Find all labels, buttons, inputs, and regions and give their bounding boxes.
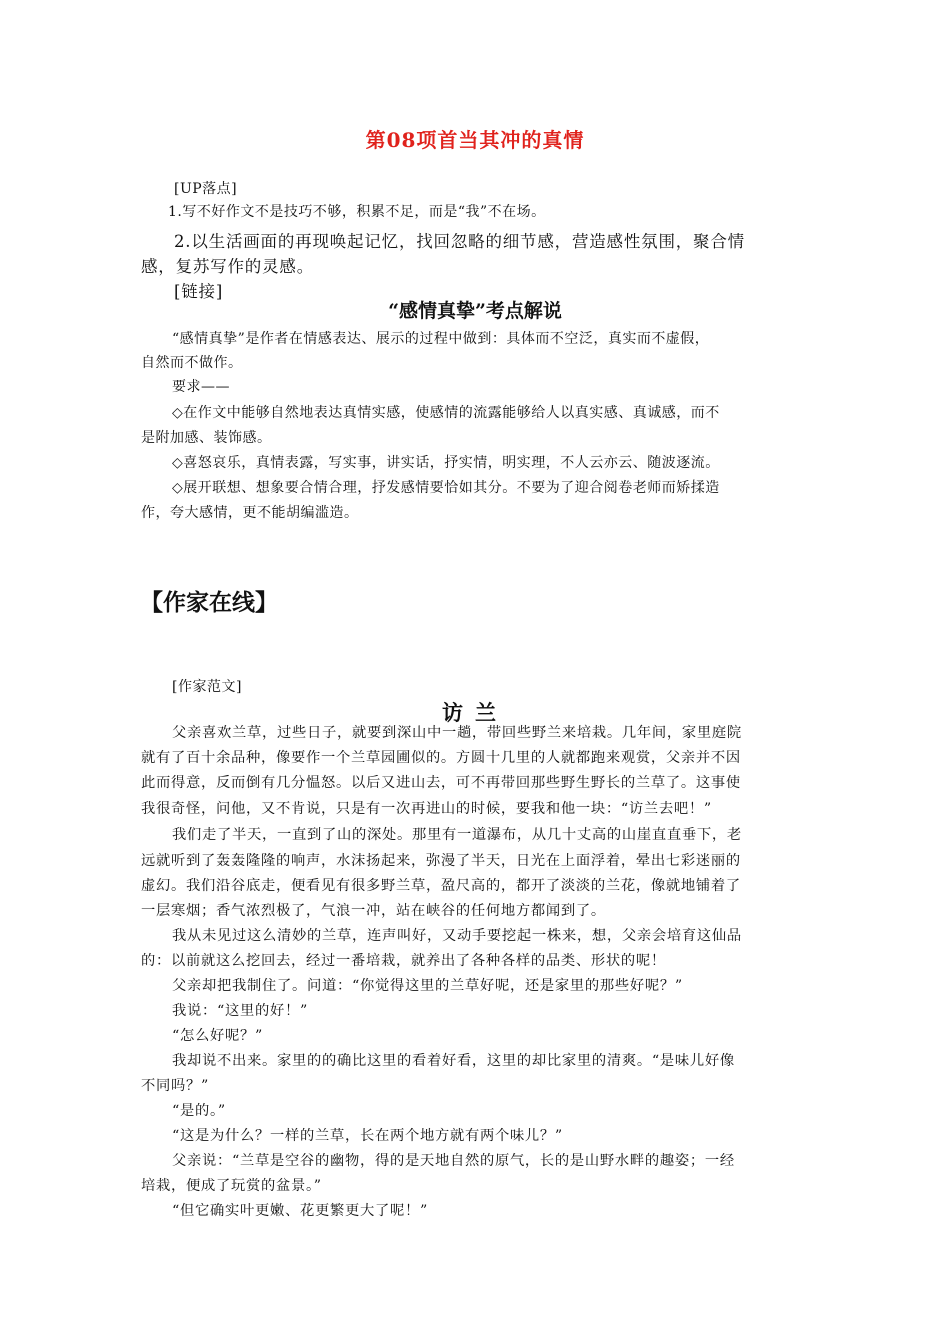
definition-line-1: “感情真挚”是作者在情感表达、展示的过程中做到：具体而不空泛，真实而不虚假， bbox=[172, 331, 710, 347]
document-title: 第08项首当其冲的真情 bbox=[365, 128, 585, 152]
requirement-2: ◇喜怒哀乐，真情表露，写实事，讲实话，抒实情，明实理，不人云亦云、随波逐流。 bbox=[172, 455, 720, 471]
section-heading: “感情真挚”考点解说 bbox=[388, 300, 562, 322]
essay-line: 我说：“这里的好！” bbox=[172, 1003, 308, 1019]
essay-line: 父亲却把我制住了。问道：“你觉得这里的兰草好呢，还是家里的那些好呢？” bbox=[172, 978, 683, 994]
up-point-2-line-2: 感，复苏写作的灵感。 bbox=[141, 257, 314, 276]
essay-line: “但它确实叶更嫩、花更繁更大了呢！” bbox=[172, 1203, 428, 1219]
requirement-3-line-2: 作，夸大感情，更不能胡编滥造。 bbox=[141, 505, 359, 521]
definition-line-2: 自然而不做作。 bbox=[141, 355, 243, 371]
up-point-2-line-1: 2.以生活画面的再现唤起记忆，找回忽略的细节感，营造感性氛围，聚合情 bbox=[174, 232, 745, 251]
essay-line: 就有了百十余品种，像要作一个兰草园圃似的。方圆十几里的人就都跑来观赏，父亲并不因 bbox=[141, 750, 741, 766]
writer-online-section: 【作家在线】 bbox=[140, 590, 278, 616]
link-label: [链接] bbox=[174, 282, 224, 301]
essay-line: 我很奇怪，问他，又不肯说，只是有一次再进山的时候，要我和他一块：“访兰去吧！” bbox=[141, 801, 712, 817]
essay-line: 远就听到了轰轰隆隆的响声，水沫扬起来，弥漫了半天，日光在上面浮着，晕出七彩迷丽的 bbox=[141, 853, 741, 869]
essay-label: [作家范文] bbox=[172, 679, 242, 695]
essay-line: 我却说不出来。家里的的确比这里的看着好看，这里的却比家里的清爽。“是味儿好像 bbox=[172, 1053, 735, 1069]
essay-line: 一层寒烟；香气浓烈极了，气浪一冲，站在峡谷的任何地方都闻到了。 bbox=[141, 903, 606, 919]
requirement-1-line-1: ◇在作文中能够自然地表达真情实感，使感情的流露能够给人以真实感、真诚感，而不 bbox=[172, 405, 720, 421]
essay-line: 虚幻。我们沿谷底走，便看见有很多野兰草，盈尺高的，都开了淡淡的兰花，像就地铺着了 bbox=[141, 878, 741, 894]
essay-line: 此而得意，反而倒有几分愠怒。以后又进山去，可不再带回那些野生野长的兰草了。这事使 bbox=[141, 775, 741, 791]
essay-title: 访兰 bbox=[442, 700, 508, 725]
essay-line: 父亲喜欢兰草，过些日子，就要到深山中一趟，带回些野兰来培栽。几年间，家里庭院 bbox=[172, 725, 742, 741]
essay-line: “是的。” bbox=[172, 1103, 226, 1119]
essay-line: 父亲说：“兰草是空谷的幽物，得的是天地自然的原气，长的是山野水畔的趣姿；一经 bbox=[172, 1153, 735, 1169]
requirements-label: 要求—— bbox=[172, 379, 230, 395]
essay-line: “怎么好呢？” bbox=[172, 1028, 264, 1044]
essay-line: “这是为什么？一样的兰草，长在两个地方就有两个味儿？” bbox=[172, 1128, 563, 1144]
essay-line: 培栽，便成了玩赏的盆景。” bbox=[141, 1178, 322, 1194]
up-point-1: 1.写不好作文不是技巧不够，积累不足，而是“我”不在场。 bbox=[168, 204, 546, 220]
essay-line: 我从未见过这么清妙的兰草，连声叫好，又动手要挖起一株来，想，父亲会培育这仙品 bbox=[172, 928, 742, 944]
up-label: [UP落点] bbox=[174, 181, 238, 197]
essay-line: 我们走了半天，一直到了山的深处。那里有一道瀑布，从几十丈高的山崖直直垂下，老 bbox=[172, 827, 742, 843]
requirement-3-line-1: ◇展开联想、想象要合情合理，抒发感情要恰如其分。不要为了迎合阅卷老师而矫揉造 bbox=[172, 480, 720, 496]
essay-line: 的：以前就这么挖回去，经过一番培栽，就养出了各种各样的品类、形状的呢！ bbox=[141, 953, 666, 969]
essay-line: 不同吗？” bbox=[141, 1078, 209, 1094]
requirement-1-line-2: 是附加感、装饰感。 bbox=[141, 430, 272, 446]
